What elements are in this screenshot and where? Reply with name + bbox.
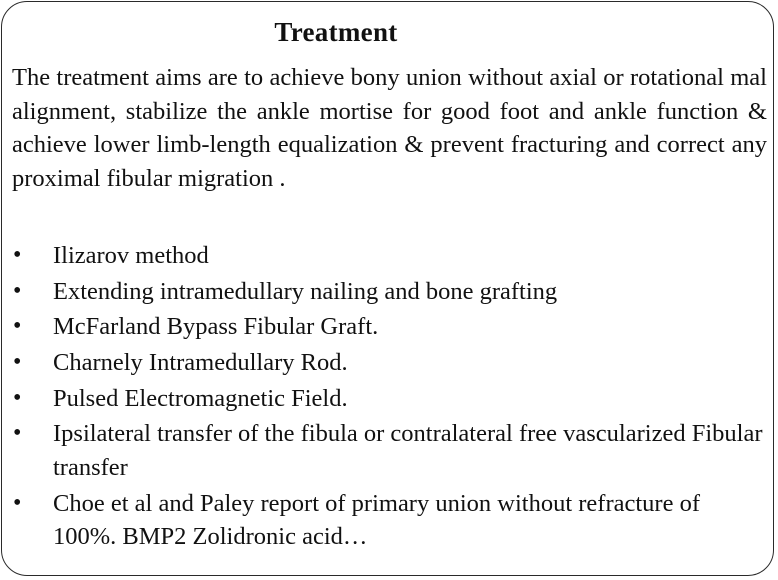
list-item: [12, 275, 767, 309]
list-item-text: Ilizarov method: [53, 242, 209, 269]
bullet-icon: •: [13, 313, 22, 340]
list-item-text: Charnely Intramedullary Rod.: [53, 349, 348, 377]
bullet-icon: •: [13, 384, 22, 411]
treatment-list: [12, 239, 767, 556]
bullet-icon: •: [13, 242, 22, 268]
list-item: [12, 346, 767, 380]
list-item-text: Ipsilateral transfer of the fibula or contralateral free vascularized Fibular transfer: [53, 420, 763, 481]
list-item-text: Choe et al and Paley report of primary union without refracture of 100%. BMP2 Zolidronic acid…: [53, 489, 700, 551]
list-item: [12, 239, 767, 273]
list-item: [12, 382, 767, 416]
bullet-icon: •: [13, 489, 22, 516]
bullet-icon: •: [13, 349, 22, 376]
list-item-text: McFarland Bypass Fibular Graft.: [53, 313, 379, 341]
list-item: [12, 310, 767, 344]
list-item-text: Extending intramedullary nailing and bone grafting: [53, 277, 558, 305]
list-item: [12, 417, 767, 484]
treatment-card: [1, 1, 774, 576]
bullet-icon: •: [13, 277, 22, 304]
intro-paragraph: The treatment aims are to achieve bony union without axial or rotational mal alignment, stabilize the ankle mortise for good foot and ankle function & achieve lower limb-length equalization & prevent fracturing and correct any proximal fibular migration .: [12, 64, 767, 192]
list-item: [12, 487, 767, 554]
list-item-text: Pulsed Electromagnetic Field.: [53, 384, 348, 412]
slide-title: Treatment: [274, 17, 398, 47]
bullet-icon: •: [13, 420, 22, 447]
